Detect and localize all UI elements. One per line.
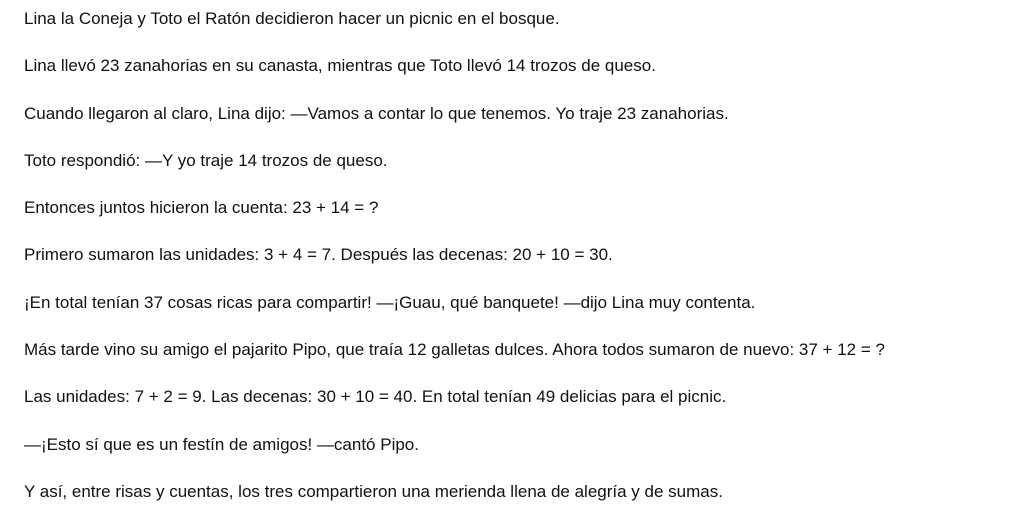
story-paragraph-4: Toto respondió: —Y yo traje 14 trozos de queso. xyxy=(24,150,388,170)
story-paragraph-10: —¡Esto sí que es un festín de amigos! —cantó Pipo. xyxy=(24,434,419,454)
story-document xyxy=(24,9,1014,502)
story-paragraph-8: Más tarde vino su amigo el pajarito Pipo, que traía 12 galletas dulces. Ahora todos sumaron de nuevo: 37 + 12 = ? xyxy=(24,340,885,360)
story-paragraph-7: ¡En total tenían 37 cosas ricas para compartir! —¡Guau, qué banquete! —dijo Lina muy contenta. xyxy=(24,292,756,312)
story-paragraph-11: Y así, entre risas y cuentas, los tres compartieron una merienda llena de alegría y de sumas. xyxy=(24,481,723,501)
story-paragraph-3: Cuando llegaron al claro, Lina dijo: —Vamos a contar lo que tenemos. Yo traje 23 zanahorias. xyxy=(24,103,729,123)
story-paragraph-6: Primero sumaron las unidades: 3 + 4 = 7. Después las decenas: 20 + 10 = 30. xyxy=(24,245,613,265)
story-paragraph-9: Las unidades: 7 + 2 = 9. Las decenas: 30 + 10 = 40. En total tenían 49 delicias para el picnic. xyxy=(24,387,727,407)
story-paragraph-5: Entonces juntos hicieron la cuenta: 23 + 14 = ? xyxy=(24,198,379,218)
story-paragraph-2: Lina llevó 23 zanahorias en su canasta, mientras que Toto llevó 14 trozos de queso. xyxy=(24,56,656,76)
story-paragraph-1: Lina la Coneja y Toto el Ratón decidieron hacer un picnic en el bosque. xyxy=(24,9,560,28)
